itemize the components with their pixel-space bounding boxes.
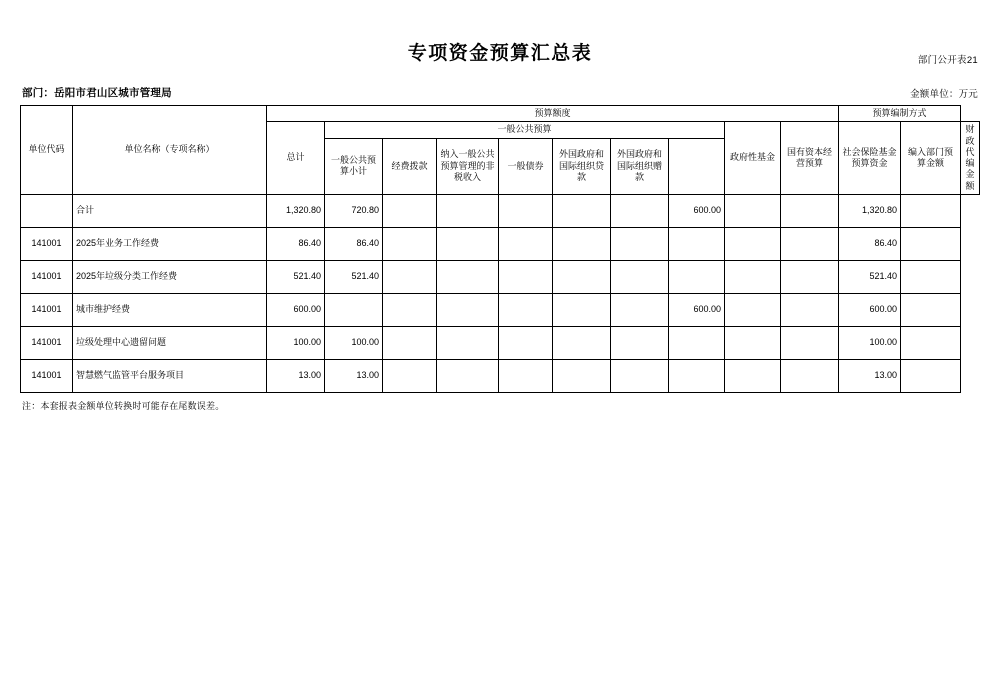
cell-soe-capital-operation [725,326,781,359]
page-title: 专项资金预算汇总表 [407,43,593,64]
col-header-general-public-sub: 一般公共预算小计 [325,138,383,194]
table-row [21,260,980,293]
cell-finance-allocation-amount [901,326,961,359]
cell-general-public-sub [325,293,383,326]
cell-gov-fund: 600.00 [669,293,725,326]
cell-fee-appropriation [383,326,437,359]
cell-unit-code: 141001 [21,326,73,359]
cell-soe-capital-operation [725,359,781,392]
cell-social-insurance-fund [781,359,839,392]
table-body [21,194,980,392]
table-row [21,194,980,227]
cell-fee-appropriation [383,227,437,260]
cell-general-bond [499,326,553,359]
cell-social-insurance-fund [781,194,839,227]
cell-total: 600.00 [267,293,325,326]
cell-dept-budget-amount: 1,320.80 [839,194,901,227]
col-group-budget-quota: 预算额度 [267,106,839,122]
table-row [21,293,980,326]
col-group-general-public-budget: 一般公共预算 [325,122,725,138]
cell-foreign-gov-org-grant [611,326,669,359]
col-header-foreign-gov-org-grant: 外国政府和国际组织赠款 [611,138,669,194]
cell-unit-name: 智慧燃气监管平台服务项目 [73,359,267,392]
footer-note: 注：本套报表金额单位转换时可能存在尾数误差。 [22,400,225,411]
cell-foreign-gov-org-grant [611,293,669,326]
cell-fee-appropriation [383,260,437,293]
amount-unit-label: 金额单位：万元 [910,89,978,100]
cell-gov-fund: 600.00 [669,194,725,227]
cell-social-insurance-fund [781,260,839,293]
table-row [21,227,980,260]
table-header-row-1 [21,106,980,122]
col-header-dept-budget-amount: 编入部门预算金额 [901,122,961,195]
cell-total: 86.40 [267,227,325,260]
cell-total: 521.40 [267,260,325,293]
cell-dept-budget-amount: 600.00 [839,293,901,326]
col-header-finance-allocation-amount: 财政代编金额 [961,122,980,195]
col-header-social-insurance-fund: 社会保险基金预算资金 [839,122,901,195]
cell-gov-fund [669,227,725,260]
cell-dept-budget-amount: 521.40 [839,260,901,293]
cell-foreign-gov-org-loan [553,293,611,326]
cell-foreign-gov-org-loan [553,326,611,359]
department-label: 部门：岳阳市君山区城市管理局 [22,87,172,99]
table-row [21,359,980,392]
cell-unit-code: 141001 [21,293,73,326]
cell-foreign-gov-org-loan [553,260,611,293]
cell-fee-appropriation [383,293,437,326]
cell-soe-capital-operation [725,293,781,326]
cell-fee-appropriation [383,359,437,392]
cell-nontax-income [437,326,499,359]
cell-unit-name: 2025年垃级分类工作经费 [73,260,267,293]
col-group-budget-method: 预算编制方式 [839,106,961,122]
cell-foreign-gov-org-loan [553,227,611,260]
cell-nontax-income [437,260,499,293]
cell-gov-fund [669,326,725,359]
cell-unit-name: 合计 [73,194,267,227]
cell-general-bond [499,194,553,227]
table-row [21,326,980,359]
form-number-label: 部门公开表21 [917,55,978,66]
cell-general-public-sub: 100.00 [325,326,383,359]
cell-unit-code: 141001 [21,260,73,293]
cell-dept-budget-amount: 100.00 [839,326,901,359]
cell-total: 13.00 [267,359,325,392]
cell-finance-allocation-amount [901,260,961,293]
cell-social-insurance-fund [781,293,839,326]
cell-general-bond [499,227,553,260]
cell-dept-budget-amount: 13.00 [839,359,901,392]
col-header-total: 总计 [267,122,325,195]
cell-finance-allocation-amount [901,227,961,260]
cell-finance-allocation-amount [901,194,961,227]
cell-foreign-gov-org-grant [611,359,669,392]
cell-unit-code [21,194,73,227]
cell-unit-name: 城市维护经费 [73,293,267,326]
cell-foreign-gov-org-grant [611,227,669,260]
document-page [0,38,1000,673]
cell-total: 100.00 [267,326,325,359]
cell-finance-allocation-amount [901,359,961,392]
cell-dept-budget-amount: 86.40 [839,227,901,260]
cell-fee-appropriation [383,194,437,227]
cell-gov-fund [669,260,725,293]
cell-unit-code: 141001 [21,359,73,392]
cell-social-insurance-fund [781,227,839,260]
cell-soe-capital-operation [725,194,781,227]
col-header-foreign-gov-org-loan: 外国政府和国际组织贷款 [553,138,611,194]
cell-soe-capital-operation [725,227,781,260]
cell-nontax-income [437,227,499,260]
cell-unit-name: 垃级处理中心遗留问题 [73,326,267,359]
cell-nontax-income [437,359,499,392]
cell-finance-allocation-amount [901,293,961,326]
cell-general-public-sub: 521.40 [325,260,383,293]
cell-social-insurance-fund [781,326,839,359]
cell-unit-name: 2025年业务工作经费 [73,227,267,260]
col-header-soe-capital-operation: 国有资本经营预算 [781,122,839,195]
meta-row [20,85,980,100]
budget-summary-table [20,105,980,393]
cell-gov-fund [669,359,725,392]
cell-general-bond [499,359,553,392]
cell-total: 1,320.80 [267,194,325,227]
cell-general-public-sub: 720.80 [325,194,383,227]
cell-nontax-income [437,293,499,326]
col-header-general-bond: 一般债券 [499,138,553,194]
cell-soe-capital-operation [725,260,781,293]
col-header-unit-code: 单位代码 [21,106,73,195]
col-header-nontax-income: 纳入一般公共预算管理的非税收入 [437,138,499,194]
cell-foreign-gov-org-loan [553,194,611,227]
cell-foreign-gov-org-grant [611,260,669,293]
col-header-unit-name: 单位名称（专项名称） [73,106,267,195]
cell-unit-code: 141001 [21,227,73,260]
cell-general-bond [499,260,553,293]
col-header-gov-fund: 政府性基金 [725,122,781,195]
cell-general-public-sub: 13.00 [325,359,383,392]
cell-general-bond [499,293,553,326]
cell-foreign-gov-org-loan [553,359,611,392]
cell-general-public-sub: 86.40 [325,227,383,260]
cell-foreign-gov-org-grant [611,194,669,227]
cell-nontax-income [437,194,499,227]
col-header-fee-appropriation: 经费拨款 [383,138,437,194]
